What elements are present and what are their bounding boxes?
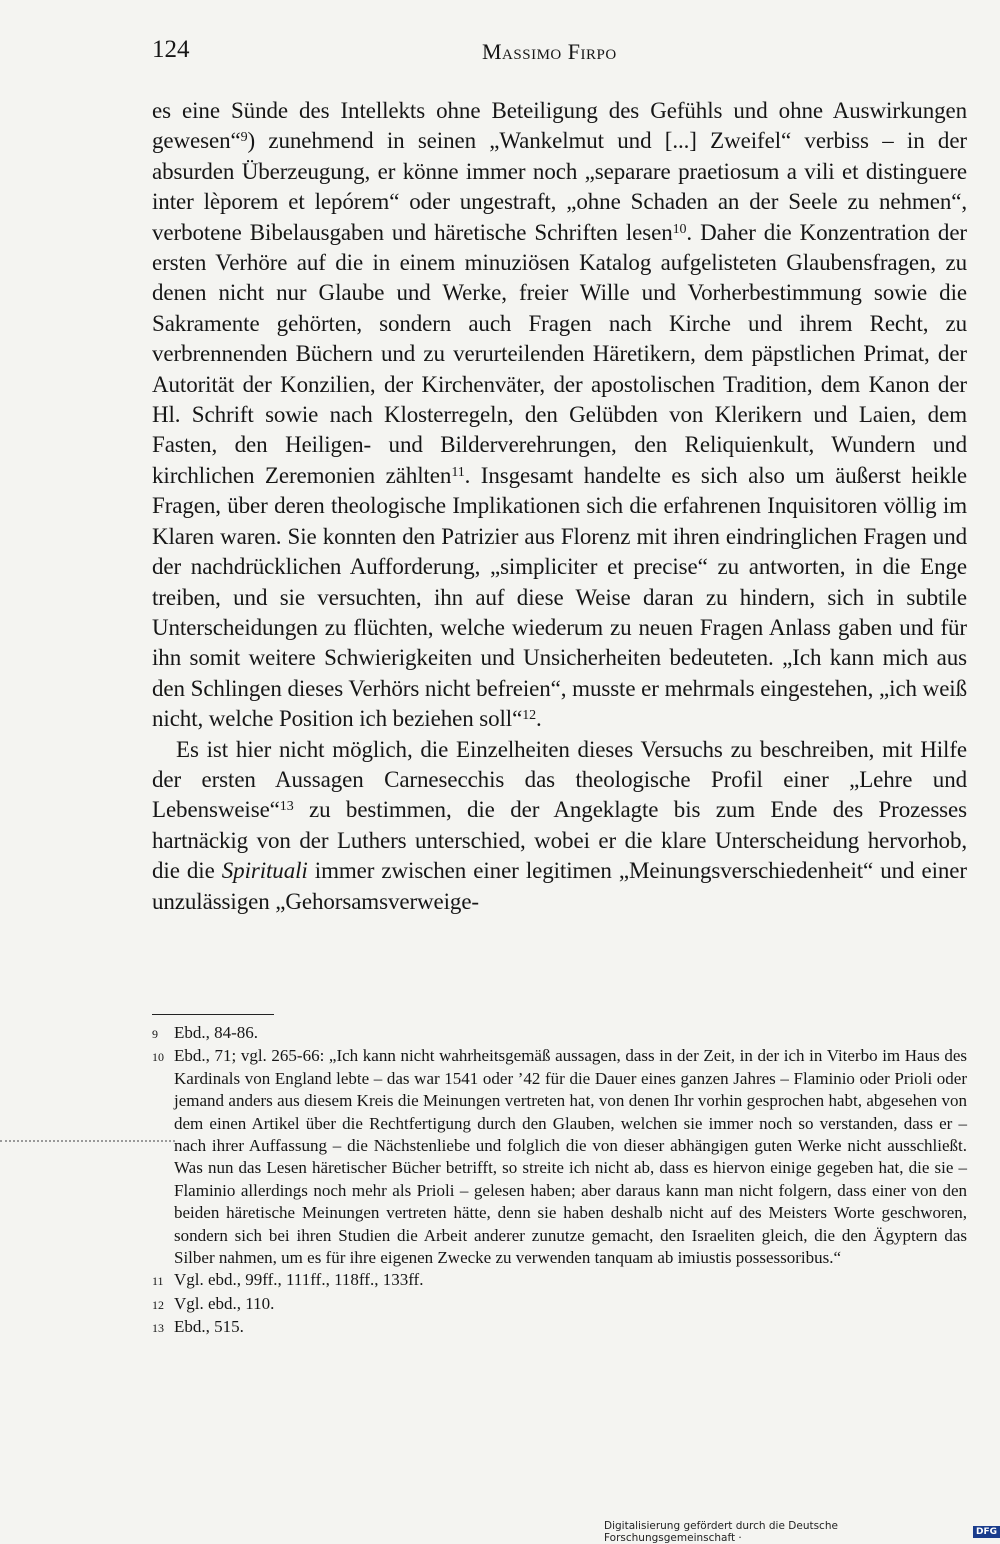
paragraph-1: es eine Sünde des Intellekts ohne Beteiligung des Gefühls und ohne Auswirkungen gewesen“$^9$) zunehmend in seinen „Wankelmut und [...] Zweifel“ verbiss – in der absurden Überzeugung, er könne immer noch „separare praetiosum a vili et distinguere inter lèporem et lepórem“ oder ungestraft, „ohne Schaden an der Seele zu nehmen“, verbotene Bibelausgaben und häretische Schriften lesen$^{10}$. Daher die Konzentration der ersten Verhöre auf die in einem minuziösen Katalog aufgelisteten Glaubensfragen, zu denen nicht nur Glaube und Werke, freier Wille und Vorherbestimmung sowie die Sakramente gehörten, sondern auch Fragen nach Kirche und ihrem Recht, zu verbrennenden Büchern und zu verurteilenden Häretikern, dem päpstlichen Primat, der Autorität der Konzilien, der Kirchenväter, der apostolischen Tradition, dem Kanon der Hl. Schrift sowie nach Klosterregeln, den Gelübden von Klerikern und Laien, dem Fasten, den Heiligen- und Bilderverehrungen, den Reliquienkult, Wundern und kirchlichen Zeremonien zählten$^{11}$. Insgesamt handelte es sich also um äußerst heikle Fragen, über deren theologische Implikationen sich die erfahrenen Inquisitoren völlig im Klaren waren. Sie konnten den Patrizier aus Florenz mit ihren eindringlichen Fragen und der nachdrücklichen Aufforderung, „simpliciter et precise“ zu antworten, in die Enge treiben, und sie versuchten, ihn auf diese Weise daran zu hindern, sich in subtile Unterscheidungen zu flüchten, welche wiederum zu neuen Fragen Anlass gaben und für ihn somit weitere Schwierigkeiten und Unsicherheiten bedeuteten. „Ich kann mich aus den Schlingen dieses Verhörs nicht befreien“, musste er mehrmals eingestehen, „ich weiß nicht, welche Position ich beziehen soll“$^{12}$. <box>152 98 967 732</box>
footnote-text: Ebd., 71; vgl. 265-66: „Ich kann nicht wahrheitsgemäß aussagen, dass in der Zeit, in der ich in Viterbo im Haus des Kardinals von England lebte – das war 1541 oder ’42 für die Dauer eines ganzen Jahres – Flaminio oder Prioli oder jemand anders aus diesem Kreis die Meinungen vertreten hat, von denen Ihr vorhin gesprochen habt, abgesehen von dem einen Artikel über die Rechtfertigung durch den Glauben, welchen sie immer noch so verstanden, dass er – nach ihrer Auffassung – die Nächstenliebe und folglich die von dieser abhängigen guten Werke nicht ausschließt. Was nun das Lesen häretischer Bücher betrifft, so streite ich nicht ab, dass es hiervon einige gegeben hat, die sie – Flaminio allerdings noch mehr als Prioli – gelesen haben; aber daraus kann man nicht folgern, dass einer von den beiden häretische Meinungen vertreten hätte, denn sie haben deshalb nicht auf des Meisters Worte geschworen, sondern sich bei ihren Studien die Arbeit anderer zunutze gemacht, den Israeliten gleich, die den Ägyptern das Silber nahmen, um es für ihre eigenen Zwecke zu verwenden tanquam ab imiustis possessoribus.“ <box>174 1046 967 1268</box>
footnote-ref-12[interactable]: 12 <box>522 708 537 724</box>
dfg-logo: DFG <box>973 1526 1000 1538</box>
funding-note: Digitalisierung gefördert durch die Deutsche Forschungsgemeinschaft · <box>604 1520 838 1544</box>
footnote <box>152 1293 967 1316</box>
footnote-ref-11[interactable]: 11 <box>451 464 465 480</box>
footnote-number: 11 <box>152 1274 164 1289</box>
footnotes <box>152 1022 967 1340</box>
footnote-text: Ebd., 515. <box>174 1317 244 1337</box>
running-head: Massimo Firpo <box>482 39 617 64</box>
footnote-ref-13[interactable]: 13 <box>279 799 294 815</box>
main-text <box>152 96 967 917</box>
funding-footer <box>604 1520 1000 1544</box>
footnote <box>152 1316 967 1339</box>
footnote-text: Vgl. ebd., 110. <box>174 1293 275 1313</box>
footnote-rule <box>152 1014 274 1015</box>
page-header <box>152 36 967 68</box>
footnote-text: Ebd., 84-86. <box>174 1023 259 1042</box>
footnote-number: 12 <box>152 1297 164 1312</box>
page-number: 124 <box>152 36 190 63</box>
footnote-ref-10[interactable]: 10 <box>672 221 687 237</box>
footnote <box>152 1045 967 1269</box>
footnote-text: Vgl. ebd., 99ff., 111ff., 118ff., 133ff. <box>174 1270 424 1290</box>
footnote-ref-9[interactable]: 9 <box>240 130 248 146</box>
italic-term: Spirituali <box>221 858 308 884</box>
footnote-number: 13 <box>152 1321 164 1336</box>
paragraph-2: Es ist hier nicht möglich, die Einzelheiten dieses Versuchs zu beschreiben, mit Hilfe der ersten Aussagen Carnesecchis das theologische Profil einer „Lehre und Lebensweise“$^{13}$ zu bestimmen, die der Angeklagte bis zum Ende des Prozesses hartnäckig von der Luthers unterschied, wobei er die klare Unterscheidung hervorhob, die die Spirituali immer zwischen einer legitimen „Meinungsverschiedenheit“ und einer unzulässigen „Gehorsamsverweige- <box>152 736 967 914</box>
footnote-number: 9 <box>152 1027 158 1041</box>
footnote <box>152 1022 967 1045</box>
footnote-number: 10 <box>152 1050 164 1065</box>
footnote <box>152 1269 967 1292</box>
scan-artifact-dots <box>0 1140 175 1142</box>
